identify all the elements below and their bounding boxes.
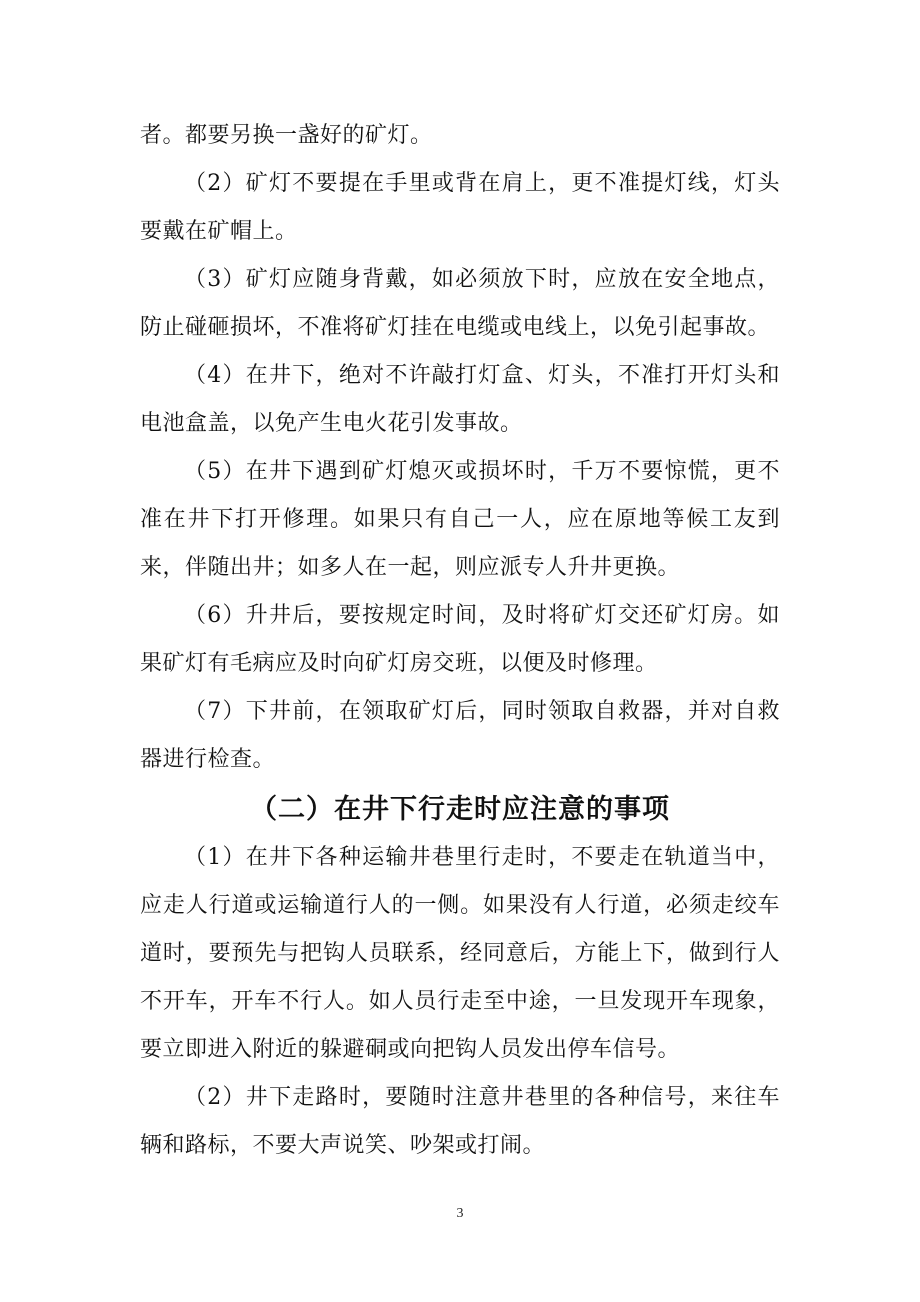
page-number: 3 [456,1206,464,1221]
paragraph-group-walking-rules [140,834,780,1170]
paragraph-walking-rule-2: （2）井下走路时，要随时注意井巷里的各种信号，来往车辆和路标，不要大声说笑、吵架或打闹。 [140,1085,780,1158]
paragraph-lamp-rule-4: （4）在井下，绝对不许敲打灯盒、灯头，不准打开灯头和电池盒盖，以免产生电火花引发事故。 [140,363,780,436]
paragraph-lamp-rule-3: （3）矿灯应随身背戴，如必须放下时，应放在安全地点，防止碰砸损坏，不准将矿灯挂在电缆或电线上，以免引起事故。 [140,267,780,340]
paragraph-lamp-rule-6: （6）升井后，要按规定时间，及时将矿灯交还矿灯房。如果矿灯有毛病应及时向矿灯房交班，以便及时修理。 [140,603,780,676]
paragraph-continuation: 者。都要另换一盏好的矿灯。 [140,123,433,148]
paragraph-lamp-rule-5: （5）在井下遇到矿灯熄灭或损坏时，千万不要惊慌，更不准在井下打开修理。如果只有自己一人，应在原地等候工友到来，伴随出井；如多人在一起，则应派专人升井更换。 [140,459,780,580]
paragraph-group-lamp-rules [140,112,780,784]
paragraph-lamp-rule-2: （2）矿灯不要提在手里或背在肩上，更不准提灯线，灯头要戴在矿帽上。 [140,171,780,244]
section-heading: （二）在井下行走时应注意的事项 [250,794,670,825]
paragraph-walking-rule-1: （1）在井下各种运输井巷里行走时，不要走在轨道当中，应走人行道或运输道行人的一侧。如果没有人行道，必须走绞车道时，要预先与把钩人员联系，经同意后，方能上下，做到行人不开车，开车不行人。如人员行走至中途，一旦发现开车现象，要立即进入附近的躲避硐或向把钩人员发出停车信号。 [140,845,780,1062]
paragraph-lamp-rule-7: （7）下井前，在领取矿灯后，同时领取自救器，并对自救器进行检查。 [140,699,780,772]
document-body [140,112,780,1170]
